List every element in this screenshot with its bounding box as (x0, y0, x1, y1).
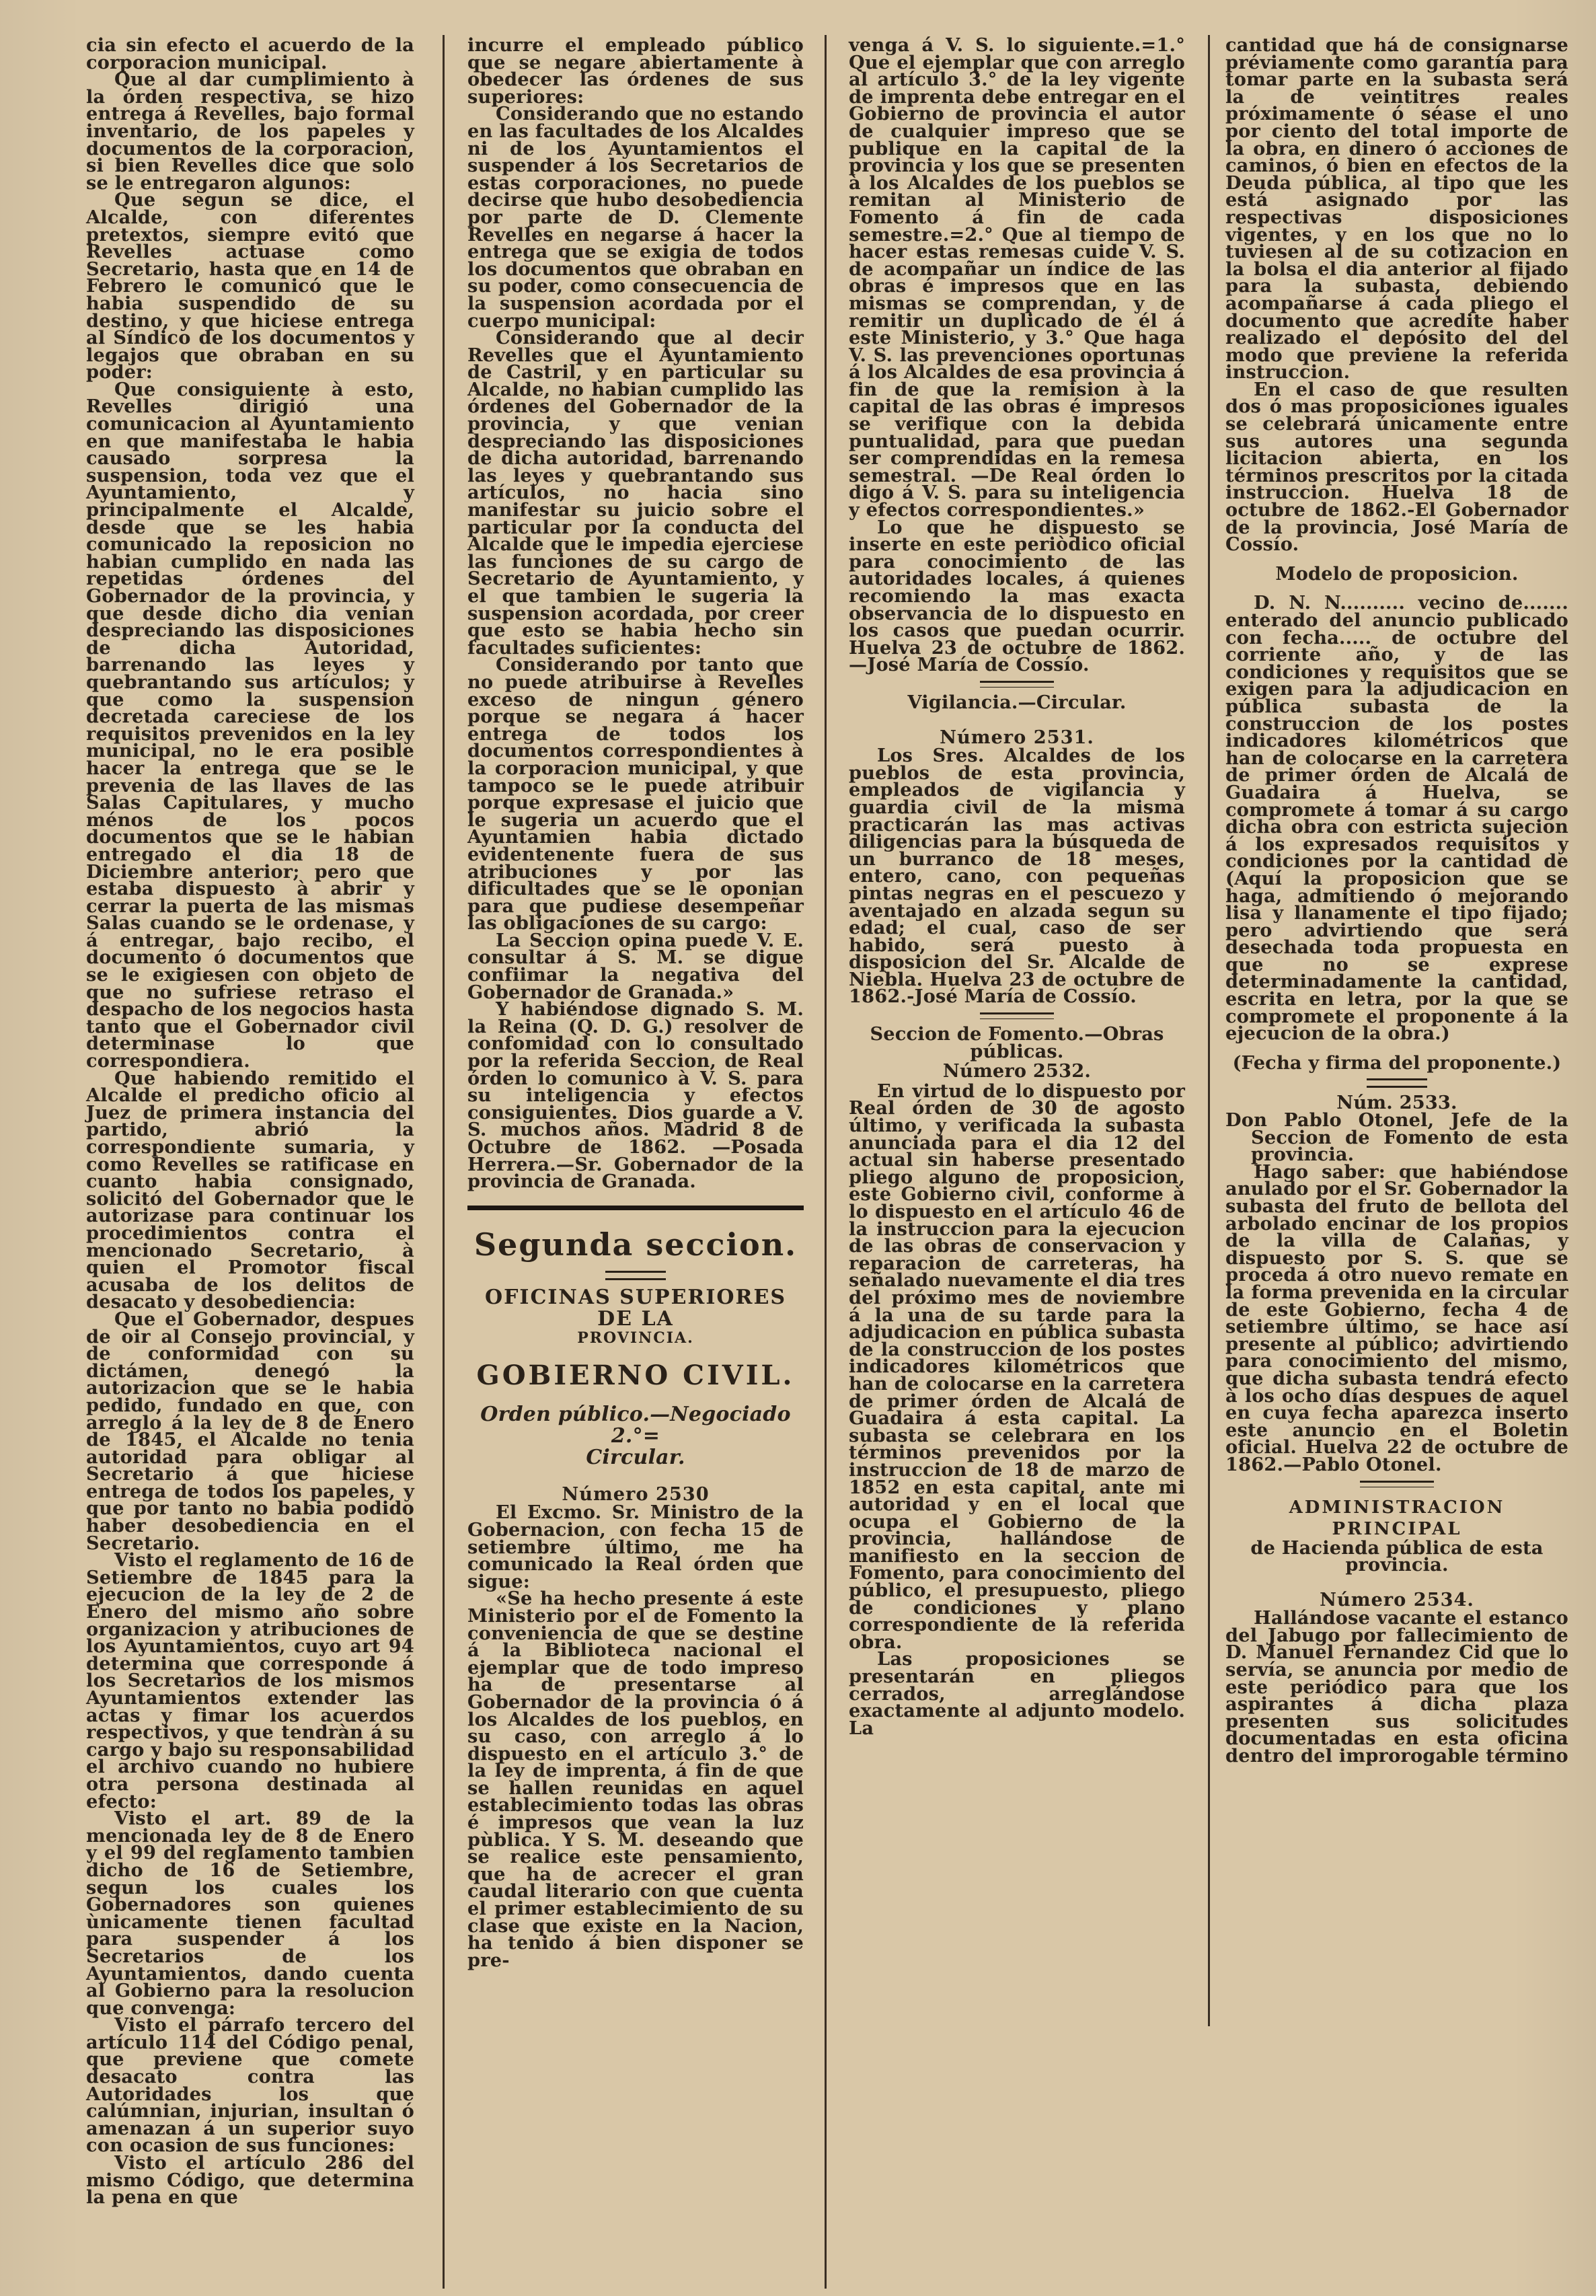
signature-line: (Fecha y firma del proponente.) (1232, 1051, 1562, 1074)
paragraph: Hallándose vacante el estanco del Jabugo por fallecimiento de D. Manuel Fernandez Cid que lo servía, se anuncia por medio de este periódico para que los aspirantes á dicha plaza presenten sus solicitudes documentadas en esta oficina dentro del improrogable término (1225, 1607, 1568, 1767)
column-divider (825, 35, 827, 2289)
paragraph: venga á V. S. lo siguiente.=1.° Que el ejemplar que con arreglo al artículo 3.° de la ley vigente de imprenta debe entregar en el Gobierno de provincia el autor de cualquier impreso que se publique en la capital de la provincia y los que se presenten à los Alcaldes de los pueblos se remitan al Ministerio de Fomento á fin de cada semestre.=2.° Que al tiempo de hacer estas remesas cuide V. S. de acompañar un índice de las obras é impresos que en las mismas se comprendan, y de remitir un duplicado de él á este Ministerio, y 3.° Que haga V. S. las prevenciones oportunas á los Alcaldes de esa provincia á fin de que la remision à la capital de las obras é impresos se verifique con la debida puntualidad, para que puedan ser comprendidas en la remesa semestral. —De Real órden lo digo á V. S. para su inteligencia y efectos correspondientes.» (849, 34, 1185, 521)
paragraph: Visto el reglamento de 16 de Setiembre de 1845 para la ejecucion de la ley de 2 de Enero del mismo año sobre organizacion y atribuciones de los Ayuntamientos, cuyo art 94 determina que corresponde á los Secretarios de los mismos Ayuntamientos extender las actas y fimar los acuerdos respectivos, y que tendràn á su cargo y bajo su responsabilidad el archivo cuando no hubiere otra persona destinada al efecto: (86, 1549, 414, 1812)
column-2 (467, 34, 804, 1971)
ornament-divider (1367, 1078, 1427, 1088)
vigilancia-heading: Vigilancia.—Circular. (907, 691, 1127, 713)
paragraph: Considerando que al decir Revelles que el Ayuntamiento de Castril, y en particular su Alcalde, no habian cumplido las órdenes del Gobernador de la provincia, y que venian despreciando las disposiciones de dicha autoridad, barrenando las leyes y quebrantando sus artículos, no hacia sino manifestar su juicio sobre el particular por la conducta del Alcalde que le impedia ejerciese las funciones de su cargo de Secretario de Ayuntamiento, y el que tambien le sugeria la suspension acordada, por creer que esto se habia hecho sin facultades suficientes: (467, 327, 804, 659)
paragraph: En virtud de lo dispuesto por Real órden de 30 de agosto último, y verificada la subasta anunciada para el dia 12 del actual sin haberse presentado pliego alguno de proposicion, este Gobierno civil, conforme à lo dispuesto en el artículo 46 de la instruccion para la ejecucion de las obras de conservacion y reparacion de carreteras, ha señalado nuevamente el dia tres del próximo mes de noviembre á la una de su tarde para la adjudicacion en pública subasta de la construccion de los postes indicadores kilométricos que han de colocarse en la carretera de primer órden de Alcalá de Guadaira á esta capital. La subasta se celebrara en los términos prevenidos por la instruccion de 18 de marzo de 1852 en esta capital, ante mi autoridad y en el local que ocupa el Gobierno de la provincia, hallándose de manifiesto en la seccion de Fomento, para conocimiento del público, el presupuesto, pliego de condiciones y plano correspondiente de la referida obra. (849, 1080, 1185, 1653)
notice-number: Número 2530 (562, 1483, 710, 1505)
notice-heading: Don Pablo Otonel, Jefe de la Seccion de Fomento de esta provincia. (1225, 1109, 1568, 1166)
paragraph: Las proposiciones se presentarán en pliegos cerrados, arreglándose exactamente al adjunto modelo. La (849, 1648, 1185, 1739)
administration-subheading: de Hacienda pública de esta provincia. (1250, 1536, 1544, 1576)
circular-label: Circular. (586, 1445, 685, 1469)
notice-number: Número 2531. (940, 726, 1094, 748)
ornament-divider (605, 1271, 666, 1280)
paragraph: Que habiendo remitido el Alcalde el predicho oficio al Juez de primera instancia del partido, abrió la correspondiente sumaria, y como Revelles se ratificase en cuanto habia consignado, solicitó del Gobernador que le autorizase para continuar los procedimientos contra el mencionado Secretario, à quien el Promotor fiscal acusaba de los delitos de desacato y desobediencia: (86, 1067, 414, 1313)
ornament-divider (1360, 1481, 1434, 1487)
column-4 (1225, 34, 1568, 1767)
department-heading: Orden público.—Negociado 2.°= (480, 1402, 791, 1448)
paragraph: Considerando que no estando en las facultades de los Alcaldes ni de los Ayuntamientos el suspender á los Secretarios de estas corporaciones, no puede decirse que hubo desobediencia por parte de D. Clemente Revelles en negarse á hacer la entrega que se exigia de todos los documentos que obraban en su poder, como consecuencia de la suspension acordada por el cuerpo municipal: (467, 103, 804, 332)
paragraph: Visto el artículo 286 del mismo Código, que determina la pena en que (86, 2152, 414, 2209)
ornament-divider (980, 681, 1054, 688)
notice-number: Número 2534. (1320, 1588, 1474, 1610)
paragraph: Y habiéndose dignado S. M. la Reina (Q. D. G.) resolver de confomidad con lo consultado por la referida Seccion, de Real órden lo comunico à V. S. para su inteligencia y efectos consiguientes. Dios guarde a V. S. muchos años. Madrid 8 de Octubre de 1862. —Posada Herrera.—Sr. Gobernador de la provincia de Granada. (467, 998, 804, 1193)
paragraph: Visto el art. 89 de la mencionada ley de 8 de Enero y el 99 del reglamento tambien dicho de 16 de Setiembre, segun los cuales los Gobernadores son quienes ùnicamente tienen facultad para suspender á los Secretarios de los Ayuntamientos, dando cuenta al Gobierno para la resolucion que convenga: (86, 1808, 414, 2019)
paragraph: cia sin efecto el acuerdo de la corporacion municipal. (86, 34, 414, 73)
column-3 (849, 34, 1185, 1739)
column-divider (1208, 35, 1210, 2026)
administration-heading: ADMINISTRACION PRINCIPAL (1289, 1497, 1505, 1539)
paragraph: La Seccion opina puede V. E. consultar á S. M. se digue confiimar la negativa del Gobernador de Granada.» (467, 929, 804, 1003)
paragraph: Los Sres. Alcaldes de los pueblos de esta provincia, empleados de vigilancia y guardia civil de la misma practicarán las mas activas diligencias para la búsqueda de un burranco de 18 meses, entero, cano, con pequeñas pintas negras en el pescuezo y aventajado en alzada segun su edad; el cual, caso de ser habido, será puesto à disposicion del Sr. Alcalde de Niebla. Huelva 23 de octubre de 1862.-José María de Cossío. (849, 745, 1185, 1008)
notice-number: Núm. 2533. (1336, 1092, 1457, 1114)
government-heading: GOBIERNO CIVIL. (476, 1359, 795, 1391)
paragraph: Considerando por tanto que no puede atribuirse à Revelles exceso de ningun género porque se negara á hacer entrega de todos los documentos correspondientes à la corporacion municipal, y que tampoco se le puede atribuir porque expresase el juicio que le sugeria un acuerdo que el Ayuntamien habia dictado evidentenente fuera de sus atribuciones y por las dificultades que se le oponian para que pudiese desempeñar las obligaciones de su cargo: (467, 654, 804, 934)
section-title: Segunda seccion. (473, 1226, 798, 1263)
paragraph: Que consiguiente à esto, Revelles dirigió una comunicacion al Ayuntamiento en que manifestaba le habia causado sorpresa la suspension, toda vez que el Ayuntamiento, y principalmente el Alcalde, desde que se les habia comunicado la reposicion no habian cumplido en nada las repetidas órdenes del Gobernador de la provincia, y que desde dicho dia venian despreciando las disposiciones de dicha Autoridad, barrenando las leyes y quebrantando sus artículos; y que como la suspension decretada careciese de los requisitos prevenidos en la ley municipal, no le era posible hacer la entrega que se le prevenia de las llaves de las Salas Capitulares, y mucho ménos de los pocos documentos que se le habian entregado el dia 18 de Diciembre anterior; pero que estaba dispuesto à abrir y cerrar la puerta de las mismas Salas cuando se le ordenase, y á entregar, bajo recibo, el documento ó documentos que se le exigiesen con objeto de que no sufriese retraso el despacho de los negocios hasta tanto que el Gobernador civil determinase lo que correspondiera. (86, 378, 414, 1072)
office-subheading: PROVINCIA. (577, 1329, 694, 1347)
paragraph: Hago saber: que habiéndose anulado por el Sr. Gobernador la subasta del fruto de bellota del arbolado encinar de los propios de la villa de Calañas, y dispuesto por S. S. que se proceda á otro nuevo remate en la forma prevenida en la circular de este Gobierno, fecha 4 de setiembre último, se hace así presente al público; advirtiendo para conocimiento del mismo, que dicha subasta tendrá efecto à los ocho días despues de aquel en cuya fecha aparezca inserto este anuncio en el Boletin oficial. Huelva 22 de octubre de 1862.—Pablo Otonel. (1225, 1160, 1568, 1475)
column-divider (443, 35, 445, 2289)
paragraph: Que el Gobernador, despues de oir al Consejo provincial, y de conformidad con su dictámen, denegó la autorizacion que se le habia pedido, fundado en que, con arreglo á la ley de 8 de Enero de 1845, el Alcalde no tenia autoridad para obligar al Secretario á que hiciese entrega de todos los papeles, y que por tanto no babia podido haber desobediencia en el Secretario. (86, 1308, 414, 1554)
paragraph: El Excmo. Sr. Ministro de la Gobernacion, con fecha 15 de setiembre último, me ha comunicado la Real órden que sigue: (467, 1502, 804, 1592)
model-heading: Modelo de proposicion. (1275, 562, 1519, 585)
paragraph: D. N. N.......... vecino de....... enterado del anuncio publicado con fecha..... de octubre del corriente año, y de las condiciones y requisitos que se exigen para la adjudicacion en pública subasta de la construccion de los postes indicadores kilométricos que han de colocarse en la carretera de primer órden de Alcalá de Guadaira á Huelva, se compromete á tomar á su cargo dicha obra con estricta sujecion á los expresados requisitos y condiciones por la cantidad de (Aquí la proposicion que se haga, admitiendo ó mejorando lisa y llanamente el tipo fijado; pero advirtiendo que será desechada toda propuesta en que no se exprese determinadamente la cantidad, escrita en letra, por la que se compromete el proponente á la ejecucion de la obra.) (1225, 592, 1568, 1045)
ornament-divider (980, 1012, 1054, 1019)
paragraph: Que al dar cumplimiento à la órden respectiva, se hizo entrega á Revelles, bajo formal inventario, de los papeles y documentos de la corporacion, si bien Revelles dice que solo se le entregaron algunos: (86, 69, 414, 194)
office-heading: OFICINAS SUPERIORES DE LA (485, 1285, 786, 1331)
paragraph: Que segun se dice, el Alcalde, con diferentes pretextos, siempre evitó que Revelles actuase como Secretario, hasta que en 14 de Febrero le comunicó que le habia suspendido de su destino, y que hiciese entrega al Síndico de los documentos y legajos que obraban en su poder: (86, 189, 414, 383)
paragraph: Visto el párrafo tercero del artículo 114 del Código penal, que previene que comete desacato contra las Autoridades los que calúmnian, injurian, insultan ó amenazan á un superior suyo con ocasion de sus funciones: (86, 2014, 414, 2157)
paragraph: En el caso de que resulten dos ó mas proposiciones iguales se celebrará únicamente entre sus autores una segunda licitacion abierta, en los términos prescritos por la citada instruccion. Huelva 18 de octubre de 1862.-El Gobernador de la provincia, José María de Cossío. (1225, 378, 1568, 556)
paragraph: «Se ha hecho presente á este Ministerio por el de Fomento la conveniencia de que se destine á la Biblioteca nacional el ejemplar que de todo impreso ha de presentarse al Gobernador de la provincia ó á los Alcaldes de los pueblos, en su caso, con arreglo á lo dispuesto en el artículo 3.° de la ley de imprenta, á fin de que se hallen reunidas en aquel establecimiento todas las obras é impresos que vean la luz pùblica. Y S. M. deseando que se realice este pensamiento, que ha de acrecer el gran caudal literario con que cuenta el primer establecimiento de su clase que existe en la Nacion, ha tenido á bien disponer se pre- (467, 1588, 804, 1971)
column-1 (86, 34, 414, 2209)
paragraph: incurre el empleado público que se negare abiertamente à obedecer las órdenes de sus superiores: (467, 34, 804, 108)
fomento-heading: Seccion de Fomento.—Obras públicas. (870, 1023, 1164, 1062)
notice-number: Número 2532. (942, 1060, 1092, 1082)
paragraph: Lo que he dispuesto se inserte en este periòdico oficial para conocimiento de las autoridades locales, á quienes recomiendo la mas exacta observancia de lo dispuesto en los casos que puedan ocurrir. Huelva 23 de octubre de 1862.—José María de Cossío. (849, 516, 1185, 676)
paragraph: cantidad que há de consignarse préviamente como garantía para tomar parte en la subasta será la de veintitres reales próximamente ó séase el uno por ciento del total importe de la obra, en dinero ó acciones de caminos, ó bien en efectos de la Deuda pública, al tipo que les está asignado por las respectivas disposiciones vigentes, y en los que no lo tuviesen al de su cotizacion en la bolsa el dia anterior al fijado para la subasta, debiendo acompañarse á cada pliego el documento que acredite haber realizado el depósito del del modo que previene la referida instruccion. (1225, 34, 1568, 383)
section-rule (467, 1206, 804, 1210)
